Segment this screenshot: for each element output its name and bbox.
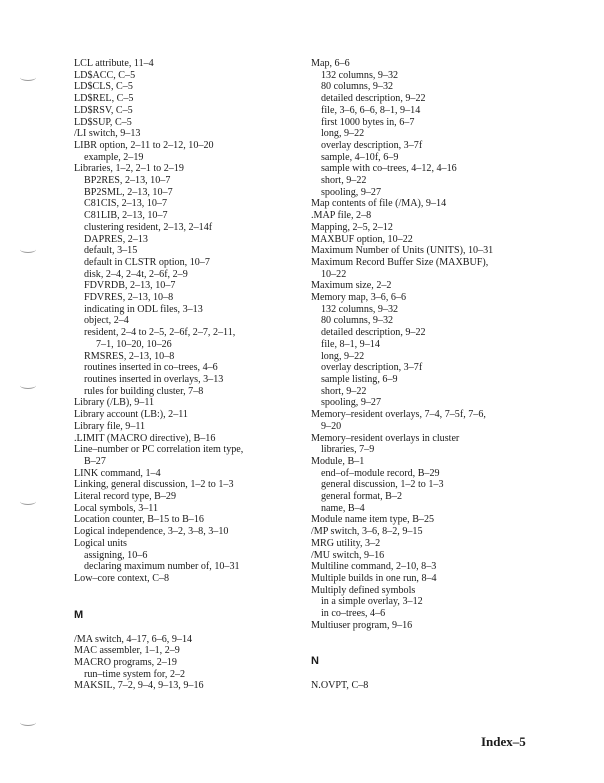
index-subentry: 80 columns, 9–32 [321,315,394,327]
index-subentry: 7–1, 10–20, 10–26 [96,338,172,350]
index-entry: N.OVPT, C–8 [311,680,369,692]
index-subentry: detailed description, 9–22 [321,327,426,339]
index-subentry: 132 columns, 9–32 [321,69,399,81]
index-subentry: default in CLSTR option, 10–7 [84,256,210,268]
index-subentry: general format, B–2 [321,491,403,503]
index-entry: LD$ACC, C–5 [74,69,136,81]
index-entry: Library (/LB), 9–11 [74,397,155,409]
section-gap [311,631,547,654]
index-entry: MAC assembler, 1–1, 2–9 [74,645,180,657]
index-entry: Maximum size, 2–2 [311,280,392,292]
index-entry: Local symbols, 3–11 [74,502,159,514]
index-entry: Multiline command, 2–10, 8–3 [311,561,437,573]
index-entry: Line–number or PC correlation item type, [74,444,244,456]
index-entry: Libraries, 1–2, 2–1 to 2–19 [74,163,184,175]
index-subentry: declaring maximum number of, 10–31 [84,561,240,573]
index-entry: Map, 6–6 [311,58,350,69]
index-subentry: short, 9–22 [321,385,367,397]
index-subentry: detailed description, 9–22 [321,93,426,105]
section-gap [74,622,296,634]
index-subentry: sample with co–trees, 4–12, 4–16 [321,163,457,175]
index-entry: LD$SUP, C–5 [74,116,132,128]
index-subentry: overlay description, 3–7f [321,362,423,374]
index-entry: MAKSIL, 7–2, 9–4, 9–13, 9–16 [74,680,204,692]
index-subentry: sample, 4–10f, 6–9 [321,151,399,163]
index-subentry: clustering resident, 2–13, 2–14f [84,221,213,233]
index-entry: LD$CLS, C–5 [74,81,133,93]
index-subentry: assigning, 10–6 [84,549,148,561]
index-subentry: 10–22 [321,268,347,280]
index-entry: Maximum Record Buffer Size (MAXBUF), [311,256,489,268]
index-subentry: example, 2–19 [84,151,144,163]
index-entry: Memory map, 3–6, 6–6 [311,292,407,304]
index-subentry: C81LIB, 2–13, 10–7 [84,210,168,222]
index-subentry: indicating in ODL files, 3–13 [84,303,203,315]
index-subentry: spooling, 9–27 [321,186,382,198]
section-gap [311,668,547,680]
index-entry: /MU switch, 9–16 [311,549,385,561]
index-subentry: disk, 2–4, 2–4t, 2–6f, 2–9 [84,268,188,280]
index-subentry: BP2RES, 2–13, 10–7 [84,175,171,187]
index-entry: LCL attribute, 11–4 [74,58,154,69]
index-entry: /MP switch, 3–6, 8–2, 9–15 [311,526,423,538]
index-entry: .MAP file, 2–8 [311,210,372,222]
index-subentry: in a simple overlay, 3–12 [321,596,423,608]
index-entry: Literal record type, B–29 [74,491,177,503]
index-subentry: short, 9–22 [321,175,367,187]
index-entry: Memory–resident overlays in cluster [311,432,460,444]
index-subentry: routines inserted in overlays, 3–13 [84,373,224,385]
index-entry: Low–core context, C–8 [74,572,170,584]
index-subentry: DAPRES, 2–13 [84,233,148,245]
index-entry: .LIMIT (MACRO directive), B–16 [74,432,216,444]
index-subentry: BP2SML, 2–13, 10–7 [84,186,173,198]
index-subentry: sample listing, 6–9 [321,373,398,385]
index-entry: MRG utility, 3–2 [311,537,381,549]
margin-mark [20,719,36,726]
index-entry: Module name item type, B–25 [311,514,435,526]
index-subentry: 9–20 [321,420,342,432]
margin-mark [20,498,36,505]
index-subentry: 80 columns, 9–32 [321,81,394,93]
index-entry: LINK command, 1–4 [74,467,161,479]
index-entry: Library account (LB:), 2–11 [74,409,188,421]
index-subentry: resident, 2–4 to 2–5, 2–6f, 2–7, 2–11, [84,327,236,339]
index-subentry: end–of–module record, B–29 [321,467,440,479]
margin-mark [20,74,36,81]
index-subentry: routines inserted in co–trees, 4–6 [84,362,218,374]
index-entry: Multiuser program, 9–16 [311,619,413,631]
index-entry: LD$REL, C–5 [74,93,134,105]
index-subentry: spooling, 9–27 [321,397,382,409]
index-entry: Multiple builds in one run, 8–4 [311,572,437,584]
index-subentry: FDVRDB, 2–13, 10–7 [84,280,176,292]
margin-mark [20,246,36,253]
index-entry: Library file, 9–11 [74,420,146,432]
index-subentry: run–time system for, 2–2 [84,668,186,680]
index-subentry: default, 3–15 [84,245,138,257]
index-entry: Maximum Number of Units (UNITS), 10–31 [311,245,494,257]
index-entry: /LI switch, 9–13 [74,128,141,140]
index-subentry: long, 9–22 [321,350,365,362]
index-subentry: FDVRES, 2–13, 10–8 [84,292,174,304]
section-letter: M [74,608,84,621]
index-entry: MAXBUF option, 10–22 [311,233,413,245]
index-subentry: file, 8–1, 9–14 [321,338,380,350]
index-subentry: in co–trees, 4–6 [321,608,386,620]
section-gap [74,585,296,608]
index-entry: LIBR option, 2–11 to 2–12, 10–20 [74,139,214,151]
index-subentry: general discussion, 1–2 to 1–3 [321,479,444,491]
index-entry: Logical units [74,537,127,549]
index-entry: Memory–resident overlays, 7–4, 7–5f, 7–6, [311,409,486,421]
margin-mark [20,382,36,389]
section-letter: N [311,655,319,668]
index-subentry: name, B–4 [321,502,365,514]
index-subentry: RMSRES, 2–13, 10–8 [84,350,175,362]
index-entry: Linking, general discussion, 1–2 to 1–3 [74,479,234,491]
index-subentry: libraries, 7–9 [321,444,375,456]
index-subentry: C81CIS, 2–13, 10–7 [84,198,168,210]
index-subentry: rules for building cluster, 7–8 [84,385,204,397]
index-entry: Multiply defined symbols [311,584,416,596]
index-subentry: first 1000 bytes in, 6–7 [321,116,415,128]
index-subentry: file, 3–6, 6–6, 8–1, 9–14 [321,104,421,116]
index-column-right [311,58,547,692]
index-entry: LD$RSV, C–5 [74,104,133,116]
index-entry: Logical independence, 3–2, 3–8, 3–10 [74,526,229,538]
index-subentry: long, 9–22 [321,128,365,140]
index-entry: Module, B–1 [311,455,365,467]
index-entry: /MA switch, 4–17, 6–6, 9–14 [74,633,193,645]
index-subentry: object, 2–4 [84,315,129,327]
index-entry: Map contents of file (/MA), 9–14 [311,198,447,210]
index-column-left [74,58,296,692]
index-entry: Location counter, B–15 to B–16 [74,514,204,526]
index-entry: Mapping, 2–5, 2–12 [311,221,393,233]
index-entry: MACRO programs, 2–19 [74,657,177,669]
index-subentry: B–27 [84,455,106,467]
index-subentry: overlay description, 3–7f [321,139,423,151]
page-label: Index–5 [481,734,526,749]
index-subentry: 132 columns, 9–32 [321,303,399,315]
